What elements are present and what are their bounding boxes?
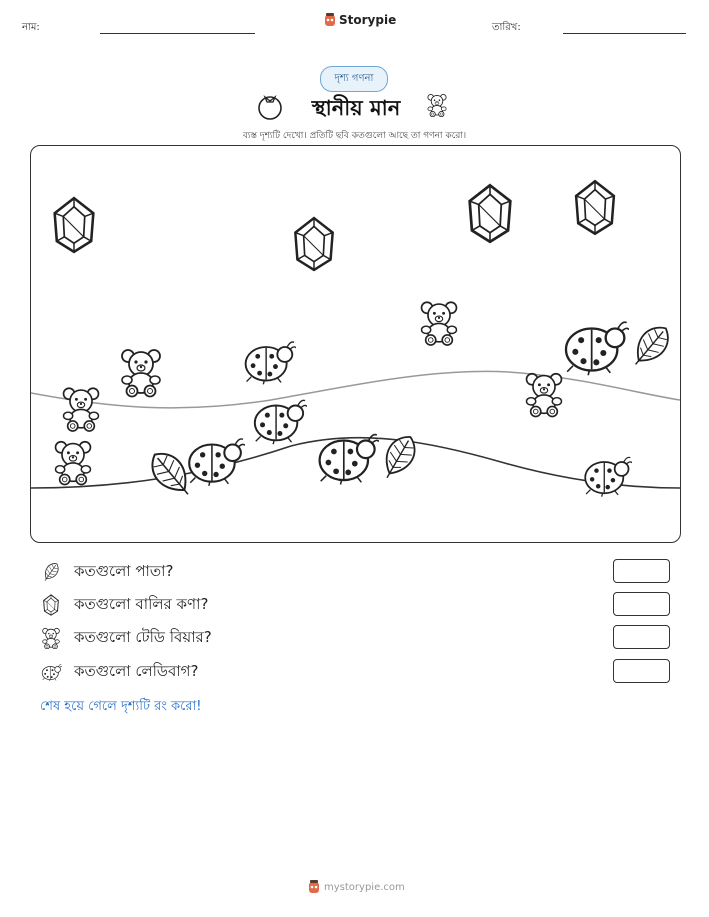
question-row	[40, 560, 173, 584]
ladybug-icon	[255, 400, 307, 444]
answer-box[interactable]	[613, 559, 670, 583]
teddy-bear-icon	[40, 627, 62, 649]
question-row	[40, 593, 208, 617]
answer-box[interactable]	[613, 659, 670, 683]
category-tag: দৃশ্য গণনা	[320, 66, 388, 92]
leaf-icon	[626, 320, 676, 372]
brand-logo	[324, 13, 396, 27]
teddy-bear-icon	[425, 92, 449, 118]
page-title: স্থানীয় মান	[311, 96, 401, 120]
ladybug-icon	[585, 457, 632, 496]
site-url: mystorypie.com	[324, 881, 405, 893]
teddy-bear-icon	[56, 442, 91, 485]
teddy-bear-icon	[527, 374, 562, 417]
ladybug-icon	[320, 435, 379, 485]
answer-box[interactable]	[613, 592, 670, 616]
question-text: কতগুলো টেডি বিয়ার?	[74, 627, 212, 646]
leaf-icon	[40, 561, 62, 583]
storypie-logo-icon	[324, 13, 336, 27]
name-line[interactable]	[100, 33, 255, 34]
crystal-icon	[55, 198, 94, 252]
crystal-icon	[295, 218, 332, 270]
ladybug-icon	[246, 342, 296, 384]
name-label: নাম:	[22, 22, 40, 33]
question-text: কতগুলো বালির কণা?	[74, 594, 209, 613]
crystal-icon	[576, 181, 614, 234]
teddy-bear-icon	[422, 302, 457, 345]
storypie-logo-icon	[308, 880, 320, 894]
teddy-bear-icon	[122, 350, 160, 397]
scene-illustration	[31, 146, 680, 542]
berry-icon	[256, 92, 284, 120]
ladybug-icon	[566, 322, 629, 375]
teddy-bear-icon	[64, 388, 99, 431]
ladybug-icon	[40, 661, 62, 683]
question-text: কতগুলো লেডিবাগ?	[74, 661, 199, 680]
question-row	[40, 626, 212, 650]
date-label: তারিখ:	[492, 22, 521, 33]
leaf-icon	[144, 446, 199, 504]
counting-scene	[30, 145, 681, 543]
question-text: কতগুলো পাতা?	[74, 561, 174, 580]
crystal-icon	[470, 185, 511, 241]
question-row	[40, 660, 198, 684]
coloring-note: শেষ হয়ে গেলে দৃশ্যটি রং করো!	[40, 699, 202, 714]
brand-name: Storypie	[339, 13, 397, 27]
instruction-text: ব্যস্ত দৃশ্যটি দেখো। প্রতিটি ছবি কতগুলো আছে তা গণনা করো।	[242, 131, 467, 141]
crystal-icon	[40, 594, 62, 616]
date-line[interactable]	[563, 33, 686, 34]
site-footer	[308, 880, 405, 894]
answer-box[interactable]	[613, 625, 670, 649]
